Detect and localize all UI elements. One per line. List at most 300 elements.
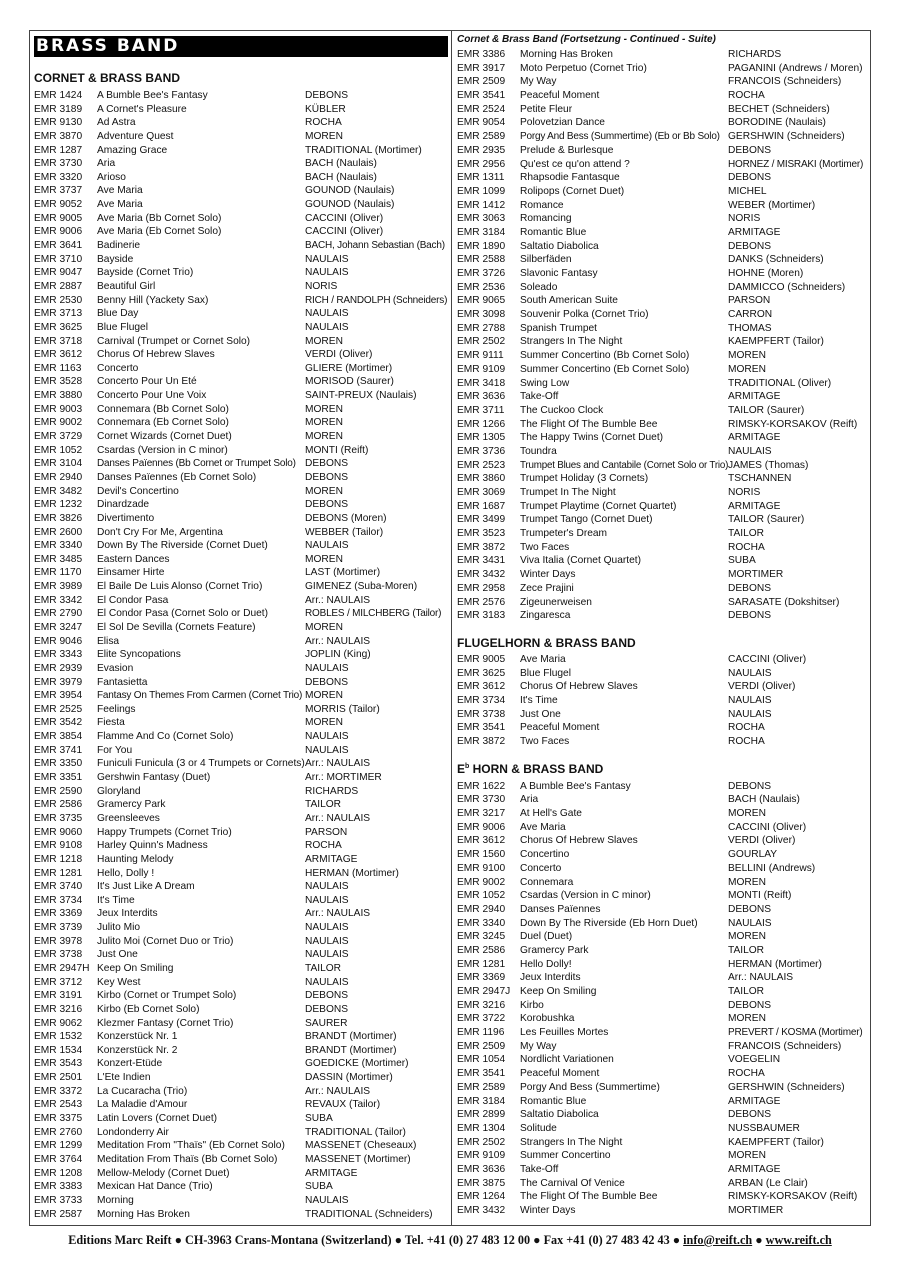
- catalog-row: [457, 322, 869, 336]
- composer: FRANCOIS (Schneiders): [728, 1040, 842, 1052]
- catalog-row: [34, 921, 448, 935]
- catalog-number: EMR 3612: [457, 681, 506, 693]
- catalog-row: [457, 472, 869, 486]
- work-title: Elite Syncopations: [97, 649, 181, 661]
- catalog-number: EMR 3343: [34, 649, 83, 661]
- work-title: Arioso: [97, 171, 126, 183]
- catalog-number: EMR 1099: [457, 185, 506, 197]
- work-title: El Baile De Luis Alonso (Cornet Trio): [97, 581, 263, 593]
- catalog-row: [457, 609, 869, 623]
- work-title: Down By The Riverside (Cornet Duet): [97, 540, 268, 552]
- work-title: Kirbo (Cornet or Trumpet Solo): [97, 990, 237, 1002]
- catalog-number: EMR 2587: [34, 1208, 83, 1220]
- work-title: Romance: [520, 199, 564, 211]
- catalog-row: [457, 708, 869, 722]
- catalog-number: EMR 1311: [457, 172, 505, 184]
- work-title: Les Feuilles Mortes: [520, 1027, 609, 1039]
- catalog-number: EMR 2525: [34, 703, 83, 715]
- catalog-row: [457, 721, 869, 735]
- catalog-row: [457, 62, 869, 76]
- work-title: Strangers In The Night: [520, 1136, 623, 1148]
- catalog-number: EMR 1622: [457, 780, 506, 792]
- catalog-row: [457, 240, 869, 254]
- composer: DEBONS: [728, 1109, 772, 1121]
- catalog-row: [34, 757, 448, 771]
- work-title: Summer Concertino (Bb Cornet Solo): [520, 350, 690, 362]
- catalog-number: EMR 3431: [457, 555, 506, 567]
- catalog-row: [457, 999, 869, 1013]
- work-title: Rolipops (Cornet Duet): [520, 185, 625, 197]
- catalog-row: [457, 554, 869, 568]
- work-title: The Happy Twins (Cornet Duet): [520, 432, 664, 444]
- catalog-number: EMR 1687: [457, 500, 506, 512]
- work-title: Chorus Of Hebrew Slaves: [97, 349, 215, 361]
- work-title: Duel (Duet): [520, 931, 573, 943]
- catalog-row: [34, 553, 448, 567]
- catalog-row: [457, 667, 869, 681]
- catalog-row: [457, 889, 869, 903]
- composer: Arr.: NAULAIS: [305, 1085, 371, 1097]
- catalog-row: [34, 471, 448, 485]
- work-title: Julito Mio: [97, 922, 141, 934]
- composer: HOHNE (Moren): [728, 268, 804, 279]
- catalog-number: EMR 1163: [34, 362, 82, 374]
- catalog-number: EMR 2543: [34, 1099, 83, 1111]
- work-title: Concerto: [520, 862, 562, 874]
- catalog-number: EMR 3978: [34, 935, 83, 947]
- catalog-number: EMR 2530: [34, 294, 83, 306]
- catalog-row: [34, 580, 448, 594]
- catalog-number: EMR 1304: [457, 1122, 506, 1134]
- catalog-number: EMR 9005: [457, 653, 506, 665]
- composer: NAULAIS: [305, 540, 349, 552]
- composer: MOREN: [728, 931, 766, 943]
- work-title: At Hell's Gate: [520, 808, 582, 820]
- catalog-row: [34, 403, 448, 417]
- work-title: Badinerie: [97, 240, 141, 252]
- catalog-number: EMR 2509: [457, 76, 506, 88]
- column-divider: [451, 30, 452, 1226]
- work-title: Blue Day: [97, 308, 139, 320]
- catalog-number: EMR 1299: [34, 1140, 83, 1152]
- composer: DEBONS: [305, 90, 349, 101]
- work-title: Mexican Hat Dance (Trio): [97, 1181, 213, 1193]
- work-title: Saltatio Diabolica: [520, 240, 599, 252]
- catalog-number: EMR 1054: [457, 1054, 506, 1066]
- catalog-number: EMR 3636: [457, 391, 506, 403]
- catalog-number: EMR 2588: [457, 254, 506, 266]
- composer: ARMITAGE: [305, 853, 358, 865]
- catalog-number: EMR 3733: [34, 1194, 83, 1206]
- catalog-row: [457, 1204, 869, 1218]
- catalog-row: [34, 880, 448, 894]
- catalog-row: [34, 962, 448, 976]
- catalog-row: [34, 89, 448, 103]
- work-title: Funiculi Funicula (3 or 4 Trumpets or Cornets): [97, 758, 305, 770]
- catalog-number: EMR 2788: [457, 322, 506, 334]
- work-title: Souvenir Polka (Cornet Trio): [520, 309, 649, 321]
- composer: MORRIS (Tailor): [305, 703, 380, 715]
- composer: DEBONS: [728, 903, 772, 915]
- work-title: Zingaresca: [520, 610, 571, 622]
- catalog-number: EMR 2935: [457, 144, 506, 156]
- catalog-number: EMR 3418: [457, 377, 506, 389]
- catalog-number: EMR 9065: [457, 295, 506, 307]
- right-column: [457, 33, 869, 1218]
- composer: BACH (Naulais): [305, 171, 377, 183]
- work-title: Aria: [520, 794, 539, 806]
- composer: SUBA: [305, 1181, 333, 1193]
- composer: REVAUX (Tailor): [305, 1099, 381, 1111]
- catalog-number: EMR 2947J: [457, 986, 511, 997]
- composer: BACH (Naulais): [728, 794, 800, 806]
- work-title: Petite Fleur: [520, 103, 573, 115]
- composer: BACH, Johann Sebastian (Bach): [305, 240, 445, 252]
- composer: NORIS: [728, 487, 761, 498]
- work-title: The Carnival Of Venice: [520, 1177, 625, 1189]
- catalog-row: [34, 607, 448, 621]
- composer: TAILOR: [305, 799, 342, 811]
- composer: BECHET (Schneiders): [728, 103, 830, 115]
- catalog-number: EMR 3386: [457, 49, 506, 60]
- work-title: Ave Maria: [520, 653, 566, 665]
- catalog-number: EMR 2502: [457, 336, 506, 348]
- composer: DEBONS: [728, 172, 772, 184]
- catalog-row: [34, 362, 448, 376]
- catalog-number: EMR 1232: [34, 499, 83, 511]
- catalog-row: [34, 1044, 448, 1058]
- catalog-row: [34, 157, 448, 171]
- catalog-number: EMR 3641: [34, 240, 83, 252]
- catalog-number: EMR 1052: [34, 444, 83, 456]
- catalog-row: [34, 348, 448, 362]
- work-title: The Flight Of The Bumble Bee: [520, 418, 658, 430]
- work-title: Romantic Blue: [520, 1095, 587, 1107]
- composer: Arr.: MORTIMER: [305, 772, 382, 784]
- work-title: South American Suite: [520, 295, 618, 307]
- catalog-number: EMR 2956: [457, 158, 506, 170]
- composer: MOREN: [305, 690, 343, 702]
- composer: GERSHWIN (Schneiders): [728, 1081, 845, 1093]
- composer: Arr.: NAULAIS: [305, 812, 371, 824]
- composer: DASSIN (Mortimer): [305, 1072, 393, 1084]
- catalog-number: EMR 2899: [457, 1109, 506, 1121]
- catalog-number: EMR 9046: [34, 635, 83, 647]
- catalog-row: [457, 1053, 869, 1067]
- cornet-list-left: [34, 89, 448, 1221]
- catalog-row: [34, 1057, 448, 1071]
- composer: GOUNOD (Naulais): [305, 185, 395, 197]
- catalog-number: EMR 2524: [457, 103, 506, 115]
- catalog-number: EMR 2586: [457, 944, 506, 956]
- work-title: Kirbo: [520, 999, 544, 1011]
- composer: ROCHA: [728, 541, 765, 553]
- catalog-row: [34, 716, 448, 730]
- footer-fax: Fax +41 (0) 27 483 42 43: [543, 1233, 670, 1247]
- work-title: Winter Days: [520, 1205, 576, 1216]
- catalog-number: EMR 3738: [34, 949, 83, 961]
- catalog-number: EMR 1170: [34, 567, 82, 579]
- catalog-row: [457, 199, 869, 213]
- catalog-row: [457, 1026, 869, 1040]
- work-title: Fantasy On Themes From Carmen (Cornet Trio): [97, 690, 303, 702]
- catalog-row: [34, 1003, 448, 1017]
- catalog-row: [457, 349, 869, 363]
- work-title: Happy Trumpets (Cornet Trio): [97, 826, 232, 838]
- catalog-row: [457, 253, 869, 267]
- work-title: Keep On Smiling: [520, 986, 597, 997]
- composer: RIMSKY-KORSAKOV (Reift): [728, 1191, 858, 1203]
- catalog-number: EMR 3872: [457, 541, 506, 553]
- catalog-row: [457, 596, 869, 610]
- work-title: Chorus Of Hebrew Slaves: [520, 681, 638, 693]
- composer: ROBLES / MILCHBERG (Tailor): [305, 608, 442, 620]
- catalog-number: EMR 9109: [457, 1150, 506, 1162]
- catalog-row: [34, 907, 448, 921]
- work-title: Trumpet Holiday (3 Cornets): [520, 473, 649, 485]
- catalog-row: [34, 648, 448, 662]
- work-title: Two Faces: [520, 541, 570, 553]
- catalog-row: [457, 390, 869, 404]
- catalog-row: [34, 935, 448, 949]
- catalog-row: [457, 680, 869, 694]
- composer: Arr.: NAULAIS: [305, 594, 371, 606]
- catalog-row: [34, 1153, 448, 1167]
- work-title: Zigeunerweisen: [520, 596, 592, 608]
- catalog-row: [457, 1040, 869, 1054]
- footer-email-link[interactable]: info@reift.ch: [683, 1233, 753, 1247]
- composer: GLIERE (Mortimer): [305, 362, 393, 374]
- catalog-row: [457, 1012, 869, 1026]
- work-title: Jeux Interdits: [520, 972, 581, 984]
- catalog-number: EMR 2509: [457, 1040, 506, 1052]
- catalog-number: EMR 1560: [457, 849, 506, 861]
- footer: Editions Marc Reift ● CH-3963 Crans-Montana (Switzerland) ● Tel. +41 (0) 27 483 12 00 ● Fax +41 (0) 27 483 42 43 ● info@reift.ch ● www.reift.ch: [68, 1233, 832, 1247]
- catalog-number: EMR 9060: [34, 826, 83, 838]
- catalog-row: [34, 1126, 448, 1140]
- catalog-number: EMR 9005: [34, 212, 83, 224]
- composer: GOUNOD (Naulais): [305, 199, 395, 211]
- composer: DEBONS: [728, 999, 772, 1011]
- catalog-number: EMR 3369: [34, 908, 83, 920]
- composer: MORISOD (Saurer): [305, 376, 394, 388]
- brass-band-banner: BRASS BAND: [34, 36, 448, 57]
- catalog-number: EMR 3098: [457, 309, 506, 321]
- work-title: Greensleeves: [97, 812, 160, 824]
- catalog-number: EMR 2939: [34, 662, 83, 674]
- catalog-row: [457, 944, 869, 958]
- composer: ARMITAGE: [728, 1095, 781, 1107]
- composer: MOREN: [305, 335, 343, 347]
- catalog-number: EMR 3875: [457, 1177, 506, 1189]
- catalog-number: EMR 1052: [457, 890, 506, 902]
- work-title: Carnival (Trumpet or Cornet Solo): [97, 335, 251, 347]
- composer: TAILOR: [305, 963, 342, 974]
- catalog-row: [457, 527, 869, 541]
- footer-publisher: Editions Marc Reift: [68, 1233, 172, 1247]
- catalog-row: [34, 116, 448, 130]
- work-title: El Condor Pasa: [97, 594, 169, 606]
- work-title: Gramercy Park: [97, 799, 166, 811]
- catalog-row: [457, 1190, 869, 1204]
- work-title: A Cornet's Pleasure: [97, 103, 187, 115]
- catalog-row: [34, 853, 448, 867]
- composer: KAEMPFERT (Tailor): [728, 336, 824, 348]
- work-title: Polovetzian Dance: [520, 117, 605, 129]
- composer: MOREN: [728, 876, 766, 888]
- catalog-number: EMR 3718: [34, 335, 83, 347]
- catalog-row: [457, 144, 869, 158]
- catalog-row: [34, 798, 448, 812]
- catalog-number: EMR 3625: [34, 321, 83, 333]
- catalog-row: [34, 239, 448, 253]
- composer: RIMSKY-KORSAKOV (Reift): [728, 418, 858, 430]
- work-title: Konzerstück Nr. 2: [97, 1044, 178, 1056]
- work-title: Two Faces: [520, 736, 570, 747]
- work-title: Amazing Grace: [97, 144, 168, 156]
- catalog-number: EMR 3712: [34, 976, 83, 988]
- catalog-number: EMR 9062: [34, 1017, 83, 1029]
- work-title: Blue Flugel: [520, 667, 571, 679]
- catalog-number: EMR 3740: [34, 881, 83, 893]
- catalog-number: EMR 3542: [34, 717, 83, 729]
- catalog-number: EMR 2790: [34, 608, 83, 620]
- composer: NAULAIS: [305, 894, 349, 906]
- composer: DAMMICCO (Schneiders): [728, 281, 846, 293]
- catalog-number: EMR 3216: [457, 999, 506, 1011]
- composer: ARMITAGE: [728, 1163, 781, 1175]
- composer: ARMITAGE: [728, 226, 781, 238]
- catalog-number: EMR 3063: [457, 213, 506, 225]
- catalog-row: [457, 1067, 869, 1081]
- catalog-row: [34, 212, 448, 226]
- work-title: Swing Low: [520, 377, 570, 389]
- work-title: Csardas (Version in C minor): [520, 890, 651, 902]
- work-title: Divertimento: [97, 512, 155, 524]
- catalog-number: EMR 1534: [34, 1044, 83, 1056]
- catalog-number: EMR 3543: [34, 1058, 83, 1070]
- work-title: Ave Maria (Eb Cornet Solo): [97, 226, 222, 238]
- composer: ROCHA: [728, 736, 765, 747]
- work-title: Porgy And Bess (Summertime): [520, 1081, 660, 1093]
- composer: GERSHWIN (Schneiders): [728, 131, 845, 143]
- work-title: Soleado: [520, 281, 558, 293]
- flugelhorn-list: [457, 653, 869, 749]
- catalog-number: EMR 3528: [34, 376, 83, 388]
- catalog-number: EMR 3711: [457, 404, 505, 416]
- composer: NAULAIS: [728, 708, 772, 720]
- catalog-number: EMR 3612: [34, 349, 83, 361]
- catalog-number: EMR 3069: [457, 487, 506, 498]
- work-title: Bayside: [97, 253, 134, 265]
- work-title: Toundra: [520, 445, 557, 457]
- catalog-row: [34, 1071, 448, 1085]
- catalog-row: [457, 694, 869, 708]
- catalog-number: EMR 9130: [34, 117, 83, 129]
- catalog-number: EMR 1281: [34, 867, 83, 879]
- composer: ARMITAGE: [305, 1167, 358, 1179]
- work-title: Slavonic Fantasy: [520, 268, 598, 279]
- composer: CACCINI (Oliver): [728, 821, 807, 833]
- composer: NAULAIS: [305, 1194, 349, 1206]
- footer-web-link[interactable]: www.reift.ch: [765, 1233, 832, 1247]
- catalog-number: EMR 3432: [457, 1205, 506, 1216]
- catalog-row: [34, 416, 448, 430]
- composer: NAULAIS: [305, 949, 349, 961]
- composer: DEBONS: [305, 990, 349, 1002]
- catalog-number: EMR 1305: [457, 432, 506, 444]
- catalog-number: EMR 2760: [34, 1126, 83, 1138]
- work-title: Harley Quinn's Madness: [97, 840, 208, 852]
- composer: PARSON: [305, 826, 348, 838]
- catalog-number: EMR 2589: [457, 131, 506, 143]
- catalog-row: [34, 676, 448, 690]
- work-title: My Way: [520, 76, 557, 88]
- catalog-number: EMR 1532: [34, 1031, 83, 1043]
- work-title: Hello, Dolly !: [97, 867, 155, 879]
- catalog-row: [34, 103, 448, 117]
- work-title: Hello Dolly!: [520, 958, 572, 970]
- catalog-row: [34, 1112, 448, 1126]
- catalog-number: EMR 3734: [34, 894, 83, 906]
- composer: MICHEL: [728, 185, 767, 197]
- work-title: Konzert-Etüde: [97, 1058, 163, 1070]
- composer: MOREN: [305, 431, 343, 443]
- catalog-number: EMR 3636: [457, 1163, 506, 1175]
- work-title: Moto Perpetuo (Cornet Trio): [520, 62, 647, 74]
- catalog-row: [457, 185, 869, 199]
- catalog-number: EMR 3730: [457, 794, 506, 806]
- work-title: A Bumble Bee's Fantasy: [97, 90, 208, 101]
- work-title: Morning Has Broken: [520, 49, 613, 60]
- work-title: Strangers In The Night: [520, 336, 623, 348]
- work-title: Aria: [97, 158, 116, 170]
- composer: DEBONS: [728, 240, 772, 252]
- composer: RICHARDS: [305, 785, 359, 797]
- catalog-number: EMR 9109: [457, 363, 506, 375]
- catalog-row: [34, 280, 448, 294]
- composer: NORIS: [728, 213, 761, 225]
- work-title: Ave Maria (Bb Cornet Solo): [97, 212, 222, 224]
- footer-tel: Tel. +41 (0) 27 483 12 00: [404, 1233, 531, 1247]
- catalog-row: [34, 1098, 448, 1112]
- catalog-row: [457, 335, 869, 349]
- work-title: Adventure Quest: [97, 130, 174, 142]
- work-title: My Way: [520, 1040, 557, 1052]
- catalog-row: [34, 430, 448, 444]
- catalog-row: [34, 225, 448, 239]
- catalog-row: [457, 363, 869, 377]
- composer: ROCHA: [728, 90, 765, 102]
- work-title: Haunting Melody: [97, 853, 174, 865]
- composer: ROCHA: [305, 117, 342, 129]
- catalog-row: [34, 566, 448, 580]
- composer: NUSSBAUMER: [728, 1122, 800, 1134]
- composer: DEBONS: [305, 676, 349, 688]
- catalog-row: [34, 457, 448, 471]
- catalog-number: EMR 3541: [457, 1068, 506, 1080]
- work-title: Blue Flugel: [97, 321, 148, 333]
- work-title: Konzerstück Nr. 1: [97, 1031, 178, 1043]
- work-title: Trumpet Playtime (Cornet Quartet): [520, 500, 677, 512]
- catalog-row: [457, 404, 869, 418]
- work-title: Don't Cry For Me, Argentina: [97, 526, 223, 538]
- composer: NAULAIS: [305, 308, 349, 320]
- catalog-row: [34, 253, 448, 267]
- catalog-row: [457, 903, 869, 917]
- composer: VOEGELIN: [728, 1054, 781, 1066]
- catalog-row: [34, 948, 448, 962]
